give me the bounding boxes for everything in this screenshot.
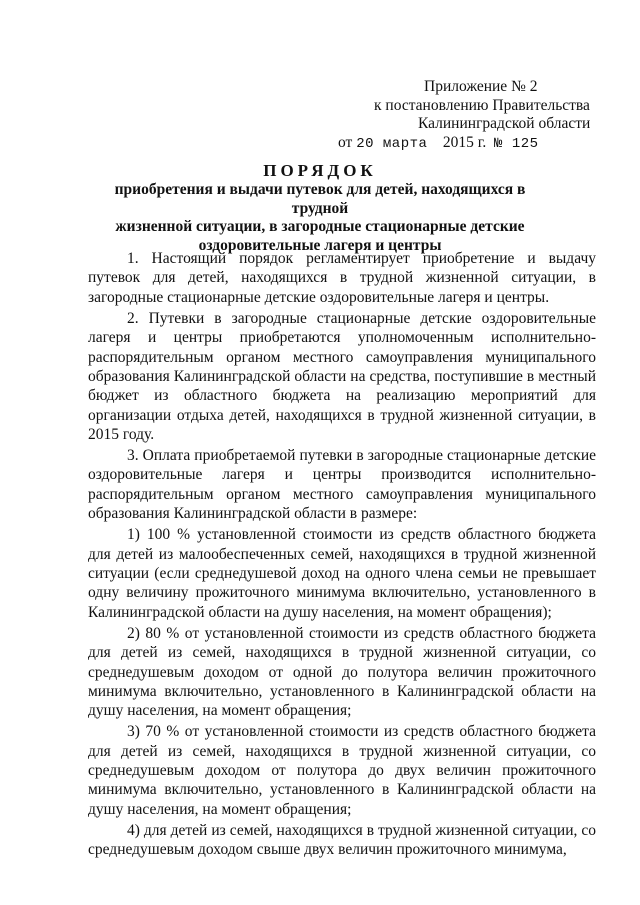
appendix-date: 20 марта bbox=[356, 135, 428, 152]
subtitle-line-2: жизненной ситуации, в загородные стационарные детские bbox=[115, 218, 525, 235]
appendix-date-line bbox=[330, 134, 620, 154]
subtitle-line-1: приобретения и выдачи путевок для детей, находящихся в трудной bbox=[114, 181, 526, 217]
document-title: ПОРЯДОК bbox=[263, 161, 377, 180]
paragraph-2: 2. Путевки в загородные стационарные детские оздоровительные лагеря и центры приобретаются уполномоченным исполнительно-распорядительным органом местного самоуправления муниципального образования Калининградской области на средства, поступившие в местный бюджет из областного бюджета на реализацию мероприятий для организации отдыха детей, находящихся в трудной жизненной ситуации, в 2015 году. bbox=[88, 309, 596, 444]
appendix-number: Приложение № 2 bbox=[424, 78, 538, 95]
subtitle-line-3: оздоровительные лагеря и центры bbox=[198, 236, 442, 254]
appendix-date-prefix: от bbox=[338, 133, 353, 151]
paragraph-3-item-3: 3) 70 % от установленной стоимости из средств областного бюджета для детей из семей, находящихся в трудной жизненной ситуации, со среднедушевым доходом от полутора до двух величин прожиточного минимума включительно, установленного в Калининградской области на душу населения, на момент обращения; bbox=[88, 723, 596, 818]
paragraph-3: 3. Оплата приобретаемой путевки в загородные стационарные детские оздоровительные лагеря и центры производится исполнительно-распорядительным органом местного самоуправления муниципального образования Калининградской области в размере: bbox=[88, 447, 596, 523]
appendix-resolution: к постановлению Правительства bbox=[374, 96, 590, 114]
appendix-doc-number: № 125 bbox=[494, 135, 539, 152]
document-subtitle bbox=[90, 181, 550, 255]
paragraph-1: 1. Настоящий порядок регламентирует приобретение и выдачу путевок для детей, находящихся в трудной жизненной ситуации, в загородные стационарные детские оздоровительные лагеря и центры. bbox=[88, 250, 596, 306]
document-body bbox=[88, 249, 596, 861]
paragraph-3-item-1: 1) 100 % установленной стоимости из средств областного бюджета для детей из малообеспеченных семей, находящихся в трудной жизненной ситуации (если среднедушевой доход на одного члена семьи не превышает одну величину прожиточного минимума включительно, установленного в Калининградской области на душу населения, на момент обращения); bbox=[88, 526, 596, 621]
appendix-region: Калининградской области bbox=[418, 115, 591, 132]
paragraph-3-item-2: 2) 80 % от установленной стоимости из средств областного бюджета для детей из семей, находящихся в трудной жизненной ситуации, со среднедушевым доходом от одной до полутора величин прожиточного минимума включительно, установленного в Калининградской области на душу населения, на момент обращения; bbox=[88, 624, 596, 720]
paragraph-3-item-4: 4) для детей из семей, находящихся в трудной жизненной ситуации, со среднедушевым доходом свыше двух величин прожиточного минимума, bbox=[88, 821, 596, 859]
appendix-header bbox=[330, 78, 620, 153]
appendix-year: 2015 г. bbox=[442, 133, 487, 151]
